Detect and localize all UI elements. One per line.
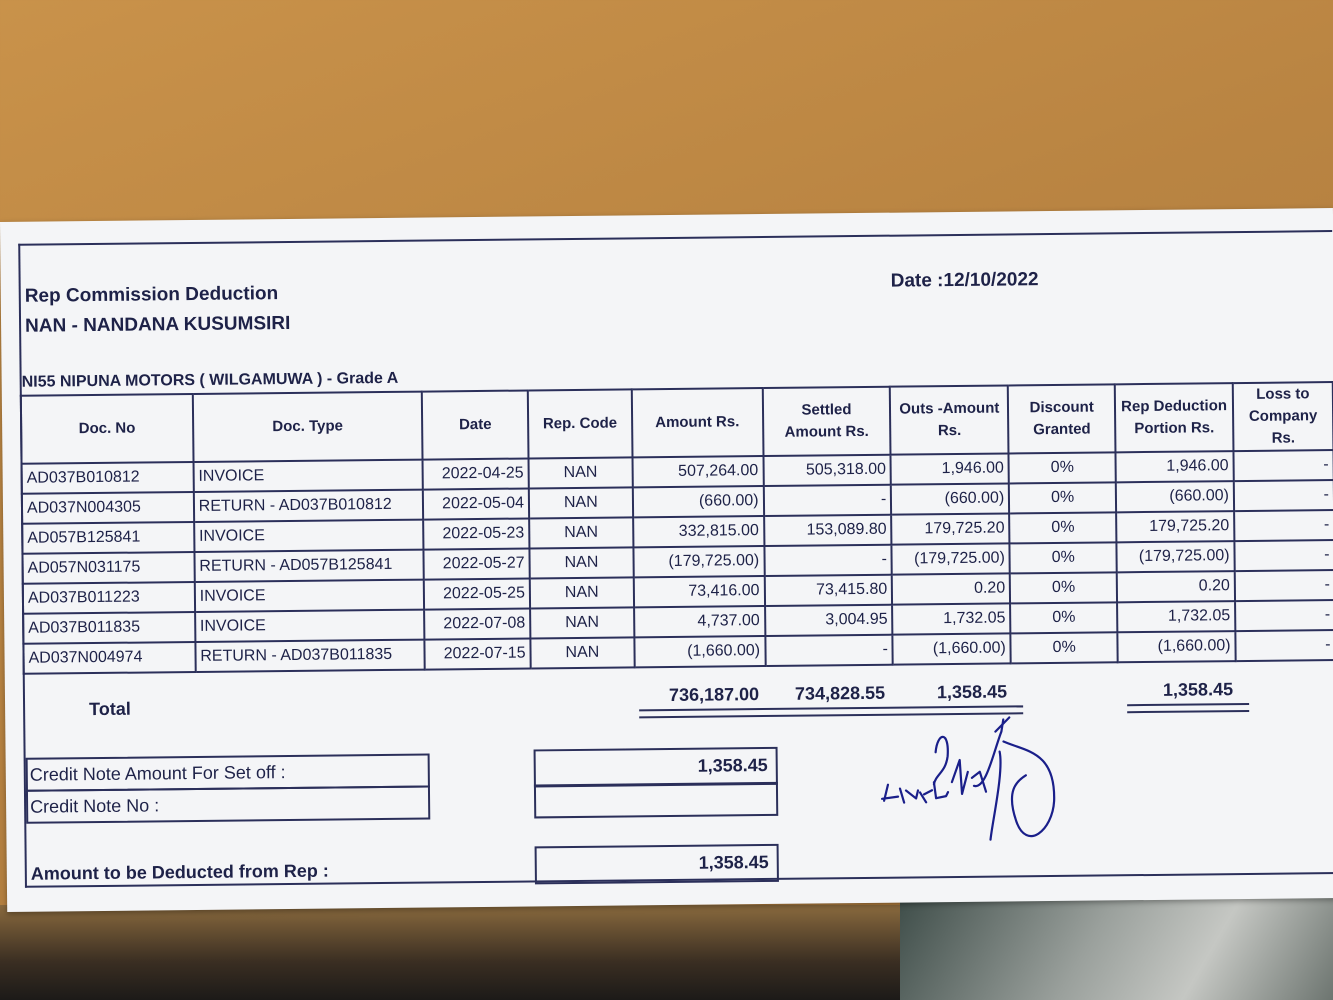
discount-cell: 0%	[1010, 542, 1117, 573]
doc-no-cell: AD057B125841	[22, 522, 194, 554]
settled-cell: 73,415.80	[764, 575, 892, 606]
commission-deduction-sheet	[0, 208, 1333, 912]
credit-note-amount-label-box: Credit Note Amount For Set off :	[26, 754, 430, 792]
total-settled: 734,828.55	[794, 682, 886, 704]
rep-code-cell: NAN	[530, 637, 634, 668]
settled-cell: 153,089.80	[764, 515, 892, 546]
loss-cell: -	[1235, 630, 1333, 661]
doc-type-cell: RETURN - AD037B011835	[195, 640, 425, 672]
document-date: Date :12/10/2022	[890, 269, 1039, 292]
header-date: Date	[422, 390, 528, 459]
outstanding-cell: (1,660.00)	[893, 633, 1011, 664]
date-cell: 2022-05-25	[424, 578, 530, 609]
date-cell: 2022-05-23	[423, 518, 529, 549]
outstanding-cell: (179,725.00)	[892, 543, 1010, 574]
discount-cell: 0%	[1010, 572, 1117, 603]
rep-deduction-cell: 1,946.00	[1116, 451, 1234, 482]
deduct-value-box	[535, 844, 779, 885]
discount-cell: 0%	[1009, 452, 1116, 483]
settled-cell: -	[764, 545, 892, 576]
doc-no-cell: AD037B011223	[23, 582, 195, 614]
rep-name: NAN - NANDANA KUSUMSIRI	[24, 312, 291, 337]
discount-cell: 0%	[1009, 512, 1116, 543]
outstanding-cell: 1,946.00	[891, 453, 1009, 484]
rep-deduction-cell: 1,732.05	[1117, 601, 1235, 632]
rep-code-cell: NAN	[530, 577, 634, 608]
rep-deduction-cell: 0.20	[1117, 571, 1235, 602]
header-outstanding: Outs -Amount Rs.	[890, 385, 1009, 454]
deduction-table	[20, 381, 1333, 675]
handwritten-signature	[875, 711, 1066, 853]
amount-cell: (660.00)	[633, 486, 764, 517]
loss-cell: -	[1234, 510, 1333, 541]
doc-no-cell: AD037N004974	[23, 642, 195, 674]
doc-type-cell: INVOICE	[195, 580, 425, 612]
doc-no-cell: AD037N004305	[22, 492, 194, 524]
header-settled: Settled Amount Rs.	[762, 387, 891, 456]
dealer-name: NI55 NIPUNA MOTORS ( WILGAMUWA ) - Grade A	[21, 369, 399, 391]
date-cell: 2022-05-04	[423, 488, 529, 519]
rep-deduction-double-underline	[1127, 703, 1249, 713]
rep-code-cell: NAN	[529, 487, 633, 518]
outstanding-cell: 179,725.20	[891, 513, 1009, 544]
date-cell: 2022-05-27	[424, 548, 530, 579]
date-cell: 2022-07-15	[425, 638, 531, 669]
doc-type-cell: INVOICE	[193, 460, 423, 492]
settled-cell: 3,004.95	[765, 605, 893, 636]
header-doc-type: Doc. Type	[193, 392, 423, 462]
rep-code-cell: NAN	[529, 517, 633, 548]
credit-note-amount-value: 1,358.45	[697, 754, 768, 776]
settled-cell: 505,318.00	[763, 455, 891, 486]
credit-note-no-label-box: Credit Note No :	[26, 786, 430, 824]
header-amount: Amount Rs.	[632, 388, 764, 457]
total-label: Total	[89, 698, 131, 720]
outstanding-cell: (660.00)	[891, 483, 1009, 514]
outstanding-cell: 1,732.05	[892, 603, 1010, 634]
total-outstanding: 1,358.45	[936, 681, 1008, 703]
discount-cell: 0%	[1011, 632, 1118, 663]
settled-cell: -	[763, 485, 891, 516]
outstanding-cell: 0.20	[892, 573, 1010, 604]
rep-code-cell: NAN	[529, 547, 633, 578]
header-rep-code: Rep. Code	[528, 389, 632, 458]
header-doc-no: Doc. No	[21, 394, 193, 464]
loss-cell: -	[1235, 600, 1333, 631]
discount-cell: 0%	[1010, 602, 1117, 633]
doc-type-cell: INVOICE	[194, 520, 424, 552]
credit-note-no-box	[534, 782, 778, 819]
amount-cell: 332,815.00	[633, 516, 764, 547]
discount-cell: 0%	[1009, 482, 1116, 513]
loss-cell: -	[1234, 540, 1333, 571]
deduct-value: 1,358.45	[698, 851, 769, 873]
header-rep-deduction: Rep Deduction Portion Rs.	[1115, 383, 1234, 452]
doc-no-cell: AD057N031175	[22, 552, 194, 584]
doc-type-cell: INVOICE	[195, 610, 425, 642]
header-loss: Loss to Company Rs.	[1233, 382, 1333, 451]
doc-no-cell: AD037B010812	[22, 462, 194, 494]
amount-cell: 507,264.00	[632, 456, 763, 487]
doc-type-cell: RETURN - AD057B125841	[194, 550, 424, 582]
loss-cell: -	[1233, 450, 1333, 481]
settled-cell: -	[765, 635, 893, 666]
doc-no-cell: AD037B011835	[23, 612, 195, 644]
rep-deduction-cell: (660.00)	[1116, 481, 1234, 512]
total-amount: 736,187.00	[668, 684, 760, 706]
total-rep-deduction: 1,358.45	[1162, 679, 1234, 700]
header-discount: Discount Granted	[1008, 384, 1116, 453]
amount-cell: (179,725.00)	[633, 546, 764, 577]
rep-deduction-cell: 179,725.20	[1116, 511, 1234, 542]
amount-cell: (1,660.00)	[634, 636, 765, 667]
document-title: Rep Commission Deduction	[24, 283, 279, 307]
date-cell: 2022-07-08	[424, 608, 530, 639]
doc-type-cell: RETURN - AD037B010812	[194, 490, 424, 522]
amount-cell: 73,416.00	[633, 576, 764, 607]
rep-code-cell: NAN	[530, 607, 634, 638]
rep-deduction-cell: (1,660.00)	[1117, 631, 1235, 662]
amount-cell: 4,737.00	[634, 606, 765, 637]
loss-cell: -	[1235, 570, 1333, 601]
loss-cell: -	[1234, 480, 1333, 511]
rep-code-cell: NAN	[529, 457, 633, 488]
rep-deduction-cell: (179,725.00)	[1117, 541, 1235, 572]
deduct-label: Amount to be Deducted from Rep :	[30, 860, 329, 884]
date-cell: 2022-04-25	[423, 458, 529, 489]
